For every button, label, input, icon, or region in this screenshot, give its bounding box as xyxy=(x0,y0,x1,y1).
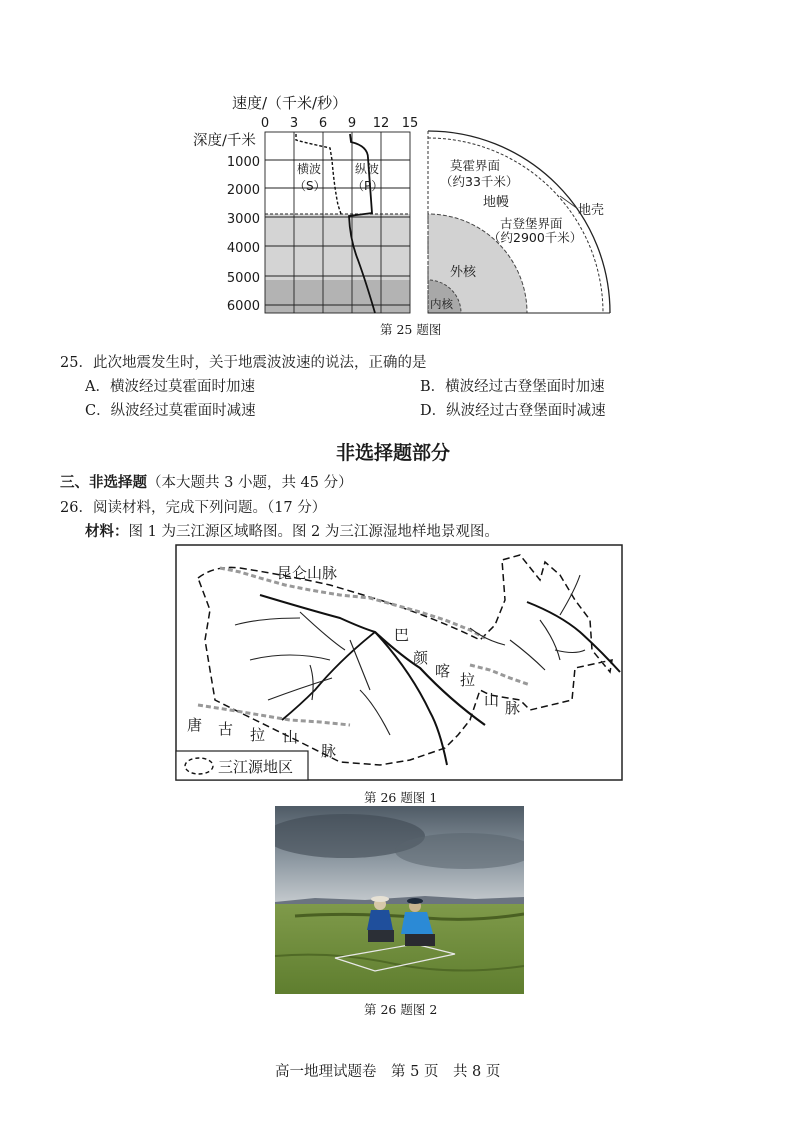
crust-label: 地壳 xyxy=(578,203,605,218)
q25-option-d: D．纵波经过古登堡面时减速 xyxy=(420,403,606,419)
s-wave-label: 横波 xyxy=(297,162,322,176)
speed-tick: 15 xyxy=(401,116,419,131)
p-wave-code: （P） xyxy=(352,179,384,193)
q25-stem: 25．此次地震发生时，关于地震波波速的说法，正确的是 xyxy=(60,355,427,371)
legend-label: 三江源地区 xyxy=(218,758,294,776)
q26-stem: 26．阅读材料，完成下列问题。（17 分） xyxy=(60,500,327,516)
section-heading-bold: 三、非选择题 xyxy=(60,475,147,491)
kunlun-label: 昆仑山脉 xyxy=(277,564,338,582)
moho-depth: （约33千米） xyxy=(440,174,519,189)
speed-tick: 0 xyxy=(260,116,270,131)
bayankala-char: 喀 xyxy=(435,662,451,680)
tanggula-char: 古 xyxy=(218,720,234,738)
depth-tick: 4000 xyxy=(226,241,260,256)
depth-tick: 5000 xyxy=(226,271,260,286)
bayankala-char: 山 xyxy=(484,691,500,709)
outer-core-label: 外核 xyxy=(450,265,477,280)
bayankala-char: 脉 xyxy=(505,699,521,717)
page-footer: 高一地理试题卷 第 5 页 共 8 页 xyxy=(275,1064,501,1080)
depth-tick: 3000 xyxy=(226,212,260,227)
speed-tick: 12 xyxy=(372,116,390,131)
inner-core-label: 内核 xyxy=(430,297,453,311)
q25-option-b: B．横波经过古登堡面时加速 xyxy=(420,379,605,395)
moho-label: 莫霍界面 xyxy=(450,158,501,173)
mantle-label: 地幔 xyxy=(483,195,510,210)
tanggula-char: 山 xyxy=(283,728,299,746)
speed-tick: 6 xyxy=(318,116,328,131)
tanggula-char: 脉 xyxy=(321,742,337,760)
material-text: 图 1 为三江源区域略图。图 2 为三江源湿地样地景观图。 xyxy=(128,524,499,540)
depth-tick: 6000 xyxy=(226,299,260,314)
bayankala-char: 颜 xyxy=(413,649,429,667)
fig26-2-caption: 第 26 题图 2 xyxy=(364,1002,438,1017)
speed-axis-label: 速度/（千米/秒） xyxy=(232,94,348,112)
gutenberg-label: 古登堡界面 xyxy=(500,216,563,231)
q25-option-a: A．横波经过莫霍面时加速 xyxy=(85,379,255,395)
depth-tick: 1000 xyxy=(226,155,260,170)
section-heading-rest: （本大题共 3 小题，共 45 分） xyxy=(147,475,353,491)
section-title: 非选择题部分 xyxy=(336,442,451,464)
fig26-1-caption: 第 26 题图 1 xyxy=(364,790,438,805)
bayankala-char: 拉 xyxy=(460,671,476,689)
depth-axis-label: 深度/千米 xyxy=(193,133,256,149)
fig25-caption: 第 25 题图 xyxy=(380,322,442,337)
tanggula-char: 唐 xyxy=(187,716,203,734)
speed-tick: 3 xyxy=(289,116,299,131)
depth-tick: 2000 xyxy=(226,183,260,198)
wetland-photo xyxy=(275,806,524,994)
s-wave-code: （S） xyxy=(294,179,326,193)
bayankala-char: 巴 xyxy=(394,626,410,644)
q25-option-c: C．纵波经过莫霍面时减速 xyxy=(85,403,256,419)
p-wave-label: 纵波 xyxy=(355,162,380,176)
material-label: 材料： xyxy=(85,524,129,540)
gutenberg-depth: （约2900千米） xyxy=(488,230,583,245)
speed-tick: 9 xyxy=(347,116,357,131)
tanggula-char: 拉 xyxy=(250,726,266,744)
